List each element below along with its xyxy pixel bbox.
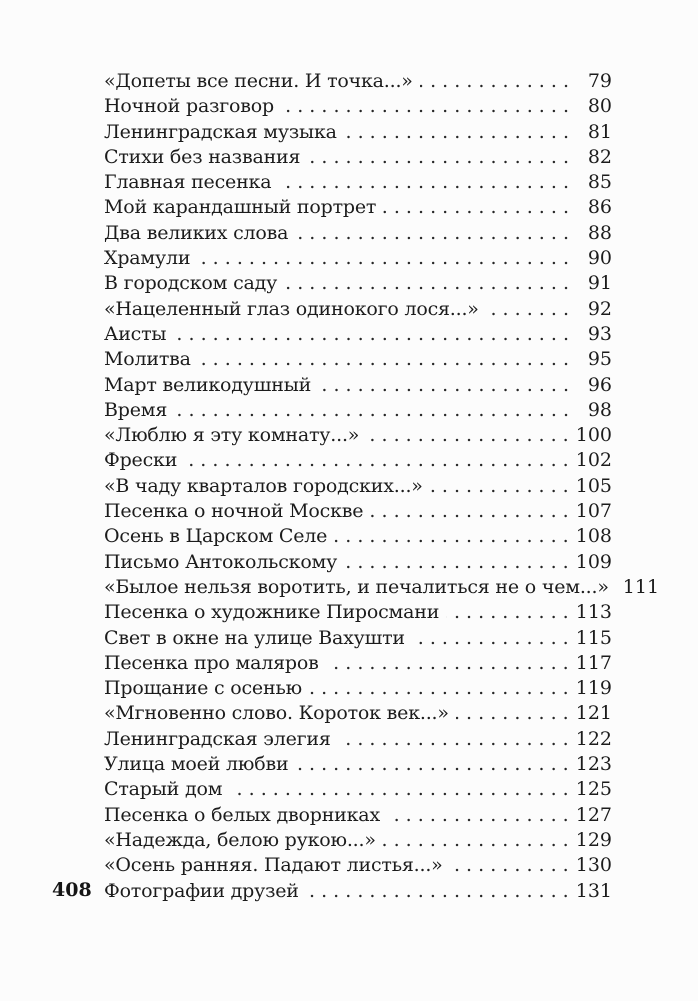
dot-leader (387, 803, 569, 828)
dot-leader (307, 145, 569, 170)
toc-entry-title: Песенка о художнике Пиросмани (104, 601, 440, 624)
dot-leader (338, 727, 569, 752)
toc-row (104, 69, 612, 94)
toc-entry-page-number: 115 (575, 626, 612, 649)
toc-row (104, 550, 612, 575)
toc-entry-title: Март великодушный (104, 373, 312, 396)
dot-leader (412, 626, 569, 651)
dot-leader (284, 271, 569, 296)
toc-entry-title: «В чаду кварталов городских...» (104, 474, 423, 497)
dot-leader (334, 524, 569, 549)
toc-entry-page-number: 111 (622, 575, 660, 598)
toc-entry-title: «Мгновенно слово. Короток век...» (104, 702, 449, 725)
toc-list (104, 69, 660, 904)
toc-entry-page-number: 93 (587, 322, 612, 345)
toc-entry-title: «Люблю я эту комнату...» (104, 424, 360, 447)
toc-entry-title: Храмули (104, 247, 191, 270)
dot-leader (229, 777, 568, 802)
toc-entry-title: Песенка про маляров (104, 651, 319, 674)
toc-entry-page-number: 81 (587, 120, 612, 143)
toc-entry-title: Главная песенка (104, 171, 272, 194)
dot-leader (174, 398, 569, 423)
toc-entry-title: «Осень ранняя. Падают листья...» (104, 854, 443, 877)
toc-entry-page-number: 86 (587, 196, 612, 219)
toc-entry-title: «Нацеленный глаз одинокого лося...» (104, 297, 479, 320)
toc-entry-title: Фотографии друзей (104, 879, 299, 902)
toc-entry-page-number: 105 (575, 474, 612, 497)
toc-row (104, 221, 612, 246)
toc-entry-page-number: 95 (587, 348, 612, 371)
toc-row (104, 701, 612, 726)
toc-entry-page-number: 113 (575, 601, 612, 624)
dot-leader (198, 347, 569, 372)
toc-row (104, 626, 612, 651)
toc-entry-page-number: 91 (587, 272, 612, 295)
dot-leader (420, 69, 569, 94)
toc-entry-title: Прощание с осенью (104, 677, 302, 700)
toc-row (104, 373, 612, 398)
toc-row (104, 347, 612, 372)
toc-entry-page-number: 125 (575, 778, 612, 801)
dot-leader (173, 322, 569, 347)
toc-entry-title: Два великих слова (104, 221, 289, 244)
toc-entry-page-number: 82 (587, 145, 612, 168)
toc-entry-title: Письмо Антокольскому (104, 550, 338, 573)
toc-row (104, 676, 612, 701)
dot-leader (295, 752, 568, 777)
toc-entry-title: Время (104, 398, 168, 421)
toc-row (104, 170, 612, 195)
dot-leader (344, 550, 569, 575)
dot-leader (486, 297, 569, 322)
dot-leader (197, 246, 569, 271)
toc-row (104, 879, 612, 904)
toc-entry-page-number: 90 (587, 247, 612, 270)
dot-leader (366, 423, 569, 448)
toc-entry-title: «Надежда, белою рукою...» (104, 828, 376, 851)
toc-row (104, 499, 612, 524)
toc-entry-page-number: 127 (575, 803, 612, 826)
dot-leader (450, 853, 569, 878)
dot-leader (383, 195, 569, 220)
dot-leader (318, 373, 569, 398)
toc-entry-title: Песенка о ночной Москве (104, 500, 364, 523)
toc-entry-page-number: 98 (587, 398, 612, 421)
toc-row (104, 94, 612, 119)
toc-entry-title: Ленинградская музыка (104, 120, 337, 143)
toc-row (104, 828, 612, 853)
toc-row (104, 120, 612, 145)
dot-leader (306, 879, 569, 904)
toc-entry-page-number: 129 (575, 828, 612, 851)
toc-entry-title: Песенка о белых дворниках (104, 803, 380, 826)
toc-row (104, 246, 612, 271)
toc-entry-title: «Былое нельзя воротить, и печалиться не о чем...» (104, 575, 609, 598)
toc-entry-title: Фрески (104, 449, 178, 472)
toc-row (104, 853, 612, 878)
dot-leader (370, 499, 568, 524)
toc-entry-title: Ленинградская элегия (104, 727, 331, 750)
toc-row (104, 195, 612, 220)
dot-leader (344, 120, 569, 145)
toc-entry-title: Молитва (104, 348, 191, 371)
toc-entry-page-number: 96 (587, 373, 612, 396)
toc-row (104, 752, 612, 777)
toc-entry-page-number: 121 (575, 702, 612, 725)
toc-entry-title: Старый дом (104, 778, 223, 801)
toc-entry-page-number: 123 (575, 753, 612, 776)
toc-entry-page-number: 122 (575, 727, 612, 750)
toc-row (104, 271, 612, 296)
toc-row (104, 803, 612, 828)
toc-entry-title: В городском саду (104, 272, 278, 295)
dot-leader (281, 94, 569, 119)
toc-entry-title: Аисты (104, 322, 167, 345)
toc-entry-page-number: 108 (575, 525, 612, 548)
toc-entry-title: «Допеты все песни. И точка...» (104, 70, 413, 92)
toc-row (104, 727, 612, 752)
toc-entry-title: Стихи без названия (104, 145, 301, 168)
toc-row (104, 398, 612, 423)
toc-row (104, 575, 660, 600)
toc-entry-title: Улица моей любви (104, 753, 289, 776)
toc-entry-page-number: 102 (575, 449, 612, 472)
toc-row (104, 777, 612, 802)
toc-entry-title: Осень в Царском Селе (104, 525, 328, 548)
toc-row (104, 651, 612, 676)
toc-entry-page-number: 85 (587, 171, 612, 194)
toc-entry-title: Мой карандашный портрет (104, 196, 377, 219)
toc-row (104, 322, 612, 347)
toc-entry-page-number: 117 (575, 651, 612, 674)
toc-entry-page-number: 80 (587, 95, 612, 118)
dot-leader (278, 170, 569, 195)
dot-leader (309, 676, 569, 701)
toc-row (104, 145, 612, 170)
toc-row (104, 297, 612, 322)
toc-entry-page-number: 79 (587, 70, 612, 92)
toc-entry-title: Ночной разговор (104, 95, 274, 118)
toc-row (104, 423, 612, 448)
toc-entry-page-number: 131 (575, 879, 612, 902)
toc-entry-page-number: 107 (575, 500, 612, 523)
toc-row (104, 600, 612, 625)
dot-leader (326, 651, 569, 676)
dot-leader (456, 701, 569, 726)
dot-leader (184, 448, 569, 473)
toc-entry-title: Свет в окне на улице Вахушти (104, 626, 405, 649)
toc-entry-page-number: 130 (575, 854, 612, 877)
toc-entry-page-number: 100 (575, 424, 612, 447)
dot-leader (430, 474, 569, 499)
toc-row (104, 474, 612, 499)
dot-leader (383, 828, 569, 853)
toc-row (104, 448, 612, 473)
dot-leader (295, 221, 569, 246)
toc-entry-page-number: 119 (575, 677, 612, 700)
page-folio-number: 408 (52, 879, 92, 901)
toc-entry-page-number: 88 (587, 221, 612, 244)
toc-entry-page-number: 109 (575, 550, 612, 573)
dot-leader (446, 600, 569, 625)
toc-entry-page-number: 92 (587, 297, 612, 320)
toc-row (104, 524, 612, 549)
